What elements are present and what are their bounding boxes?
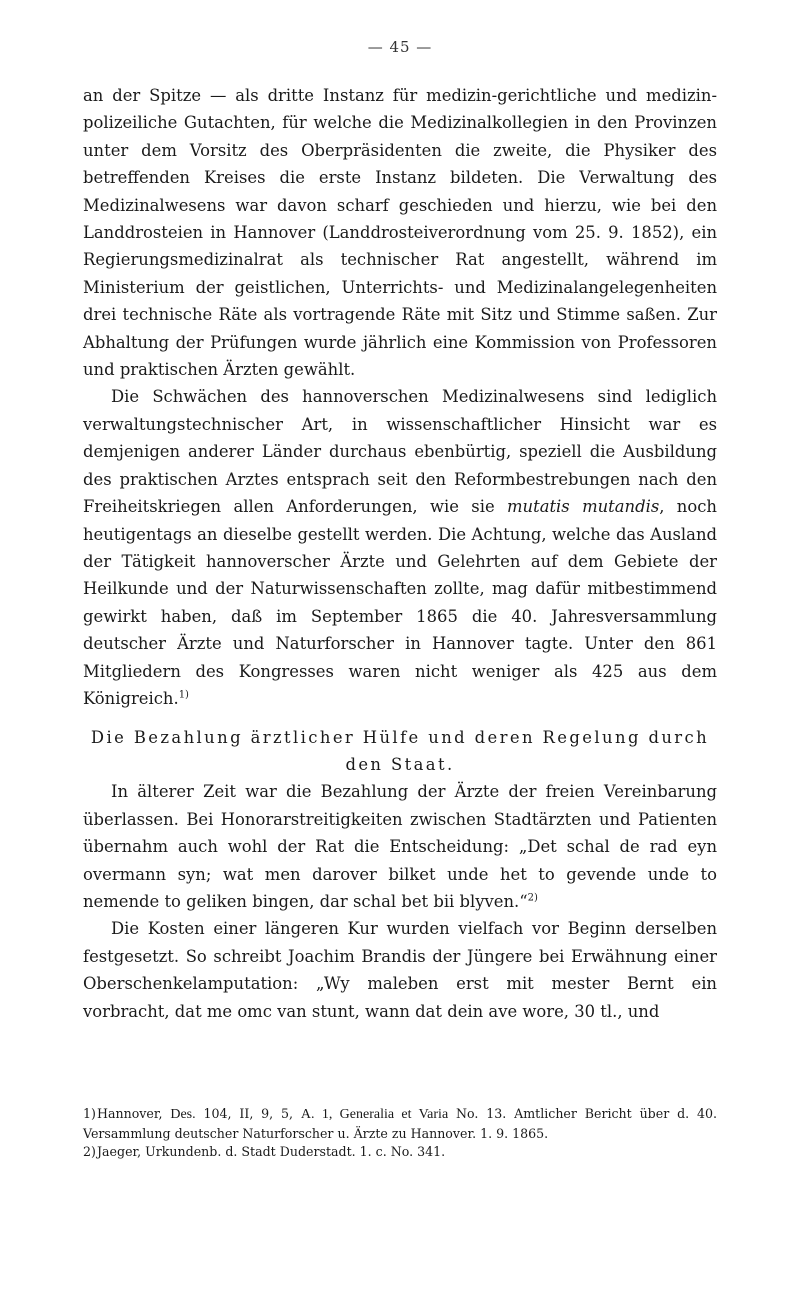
footnote-text: Jaeger, Urkundenb. d. Stadt Duderstadt. 1. c. No. 341. [97, 1144, 446, 1159]
footnote-2 [83, 1143, 717, 1162]
footnote-reference-2[interactable]: 2) [527, 892, 538, 904]
footnote-mark: 1) [83, 1106, 96, 1121]
paragraph-text: Die Kosten einer längeren Kur wurden vielfach vor Beginn derselben festgesetzt. So schreibt Joachim Brandis der Jüngere bei Erwähnung einer Oberschenkelamputation: „Wy maleben erst mit mester Bernt ein vorbracht, dat me omc van stunt, wann dat dein ave wore, 30 tl., und [83, 919, 717, 1021]
paragraph-text: In älterer Zeit war die Bezahlung der Ärzte der freien Vereinbarung überlassen. Bei Honorarstreitigkeiten zwischen Stadtärzten und Patienten übernahm auch wohl der Rat die Entscheidung: „Det schal de rad eyn overmann syn; wat men darover bilket unde het to gevende unde to nemende to geliken bingen, dar schal bet bii blyven.“ [83, 782, 717, 911]
footnote-mark: 2) [83, 1144, 96, 1159]
footnote-archive-title: A. 1, Generalia et Varia [300, 1107, 449, 1122]
section-heading-line-1: Die Bezahlung ärztlicher Hülfe und deren Regelung durch [90, 728, 710, 748]
paragraph-cure-costs [83, 915, 717, 1025]
footnote-text: No. 13. Amtlicher Bericht über d. 40. Versammlung deutscher Naturforscher u. Ärzte zu Hannover. 1. 9. 1865. [83, 1106, 718, 1141]
paragraph-text: an der Spitze — als dritte Instanz für medizin-gerichtliche und medizin-polizeiliche Gutachten, für welche die Medizinalkollegien in den Provinzen unter dem Vorsitz des Oberpräsidenten die zweite, die Physiker des betreffenden Kreises die erste Instanz bildeten. Die Verwaltung des Medizinalwesens war davon scharf geschieden und hierzu, wie bei den Landdrosteien in Hannover (Landdrosteiverordnung vom 25. 9. 1852), ein Regierungsmedizinalrat als technischer Rat angestellt, während im Ministerium der geistlichen, Unterrichts- und Medizinalangelegenheiten drei technische Räte als vortragende Räte mit Sitz und Stimme saßen. Zur Abhaltung der Prüfungen wurde jährlich eine Kommission von Professoren und praktischen Ärzten gewählt. [83, 86, 717, 380]
footnote-1 [83, 1105, 717, 1143]
footnote-reference-1[interactable]: 1) [178, 689, 189, 701]
section-heading-line-2: den Staat. [345, 755, 455, 775]
footnote-text: Hannover, [97, 1106, 171, 1121]
footnote-text: 104, II, 9, 5, [195, 1106, 301, 1121]
paragraph-text-part: Die Schwächen des hannoverschen Medizinalwesens sind lediglich verwaltungstechnischer Art, in wissenschaftlicher Hinsicht war es demjenigen anderer Länder durchaus ebenbürtig, speziell die Ausbildung des praktischen Arztes entsprach seit den Reformbestrebungen nach den Freiheitskriegen allen Anforderungen, wie sie [83, 387, 717, 517]
main-text [83, 82, 717, 1025]
paragraph-earlier-times [83, 778, 717, 915]
page-number: — 45 — [367, 38, 433, 56]
latin-phrase: mutatis mutandis [507, 497, 660, 517]
paragraph-text-part: , noch heutigentags an dieselbe gestellt werden. Die Achtung, welche das Ausland der Tätigkeit hannoverscher Ärzte und Gelehrten auf dem Gebiete der Heilkunde und der Naturwissenschaften zollte, mag dafür mitbestimmend gewirkt haben, daß im September 1865 die 40. Jahresversammlung deutscher Ärzte und Naturforscher in Hannover tagte. Unter den 861 Mitgliedern des Kongresses waren nicht weniger als 425 aus dem Königreich. [83, 497, 717, 708]
footnotes [83, 1105, 717, 1162]
paragraph-medical-administration [83, 82, 717, 383]
paragraph-weaknesses [83, 383, 717, 712]
section-heading [83, 724, 717, 778]
footnote-archive-code: Des. [170, 1107, 196, 1122]
